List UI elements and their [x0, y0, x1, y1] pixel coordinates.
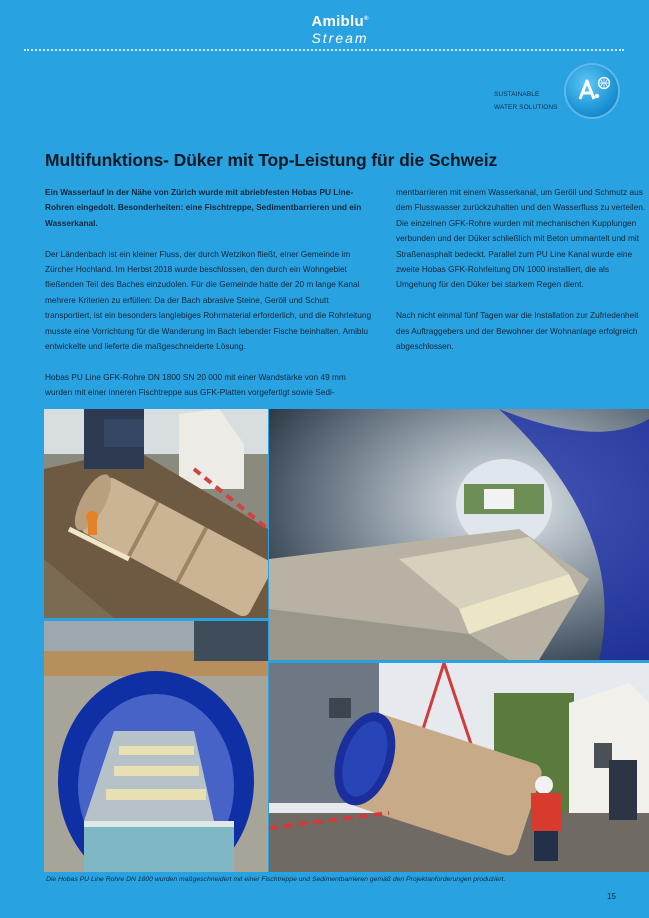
brand-logo — [260, 12, 420, 46]
badge-line-2: WATER SOLUTIONS — [494, 104, 558, 111]
photo-pipe-interior-fish-ladder — [269, 409, 649, 660]
brand-subtitle: Stream — [311, 30, 369, 46]
article-paragraph-3: mentbarrieren mit einem Wasserkanal, um Geröll und Schmutz aus dem Flusswasser zurückzuhalten und den Wasserfluss zu verteilen. Die einzelnen GFK-Rohre wurden mit mechanischen Kupplungen verbunden und der Düker schließlich mit Beton ummantelt und mit Straßenasphalt bedeckt. Parallel zum PU Line Kanal wurde eine zweite Hobas GFK-Rohrleitung DN 1000 installiert, die als Umgehung für den Düker bei starkem Regen dient. — [396, 187, 646, 290]
photo-caption: Die Hobas PU Line Rohre DN 1800 wurden maßgeschneidert mit einer Fischtreppe und Sedimentbarrieren gemäß den Projektanforderungen produziert. — [46, 876, 506, 883]
article-column-right — [396, 185, 646, 370]
header-divider — [24, 49, 624, 51]
article-lead: Ein Wasserlauf in der Nähe von Zürich wurde mit abriebfesten Hobas PU Line-Rohren eingedolt. Besonderheiten: eine Fischtreppe, Sedimentbarrieren und ein Wasserkanal. — [45, 187, 362, 228]
badge-line-1: SUSTAINABLE — [494, 91, 540, 98]
article-paragraph-2: Hobas PU Line GFK-Rohre DN 1800 SN 20 000 mit einer Wandstärke von 49 mm wurden mit einer inneren Fischtreppe aus GFK-Platten vorgefertigt sowie Sedi- — [45, 371, 346, 398]
page-number: 15 — [607, 892, 616, 901]
photo-fish-ladder-steps — [44, 621, 268, 872]
article-paragraph-1: Der Ländenbach ist ein kleiner Fluss, der durch Wetzikon fließt, einer Gemeinde im Zürcher Hochland. Im Herbst 2018 wurde beschlossen, den durch ein Wohngebiet fließenden Teil des Baches einzudolen. Für die Gemeinde hatte der 20 m lange Kanal mehrere Kriterien zu erfüllen: Da der Bach abrasive Steine, Geröll und Schutt transportiert, ist ein besonders langlebiges Rohrmaterial erforderlich, und die Rohrleitung musste eine Vorrichtung für die Wanderung im Bach lebender Fische beinhalten. Amiblu entwickelte und lieferte die maßgeschneiderte Lösung. — [45, 248, 372, 352]
registered-mark: ® — [363, 16, 369, 22]
badge-label — [494, 88, 569, 114]
article-paragraph-4: Nach nicht einmal fünf Tagen war die Installation zur Zufriedenheit des Auftraggebers und der Bewohner der Wohnanlage erfolgreich abgeschlossen. — [396, 310, 639, 352]
photo-pipe-installation-trench — [44, 409, 268, 618]
article-title: Multifunktions- Düker mit Top-Leistung für die Schweiz — [45, 150, 498, 170]
globe-droplet-icon — [566, 65, 618, 117]
photo-crane-lifting-pipe — [269, 663, 649, 872]
article-column-left — [45, 185, 373, 416]
brand-name: Amiblu — [311, 13, 364, 30]
